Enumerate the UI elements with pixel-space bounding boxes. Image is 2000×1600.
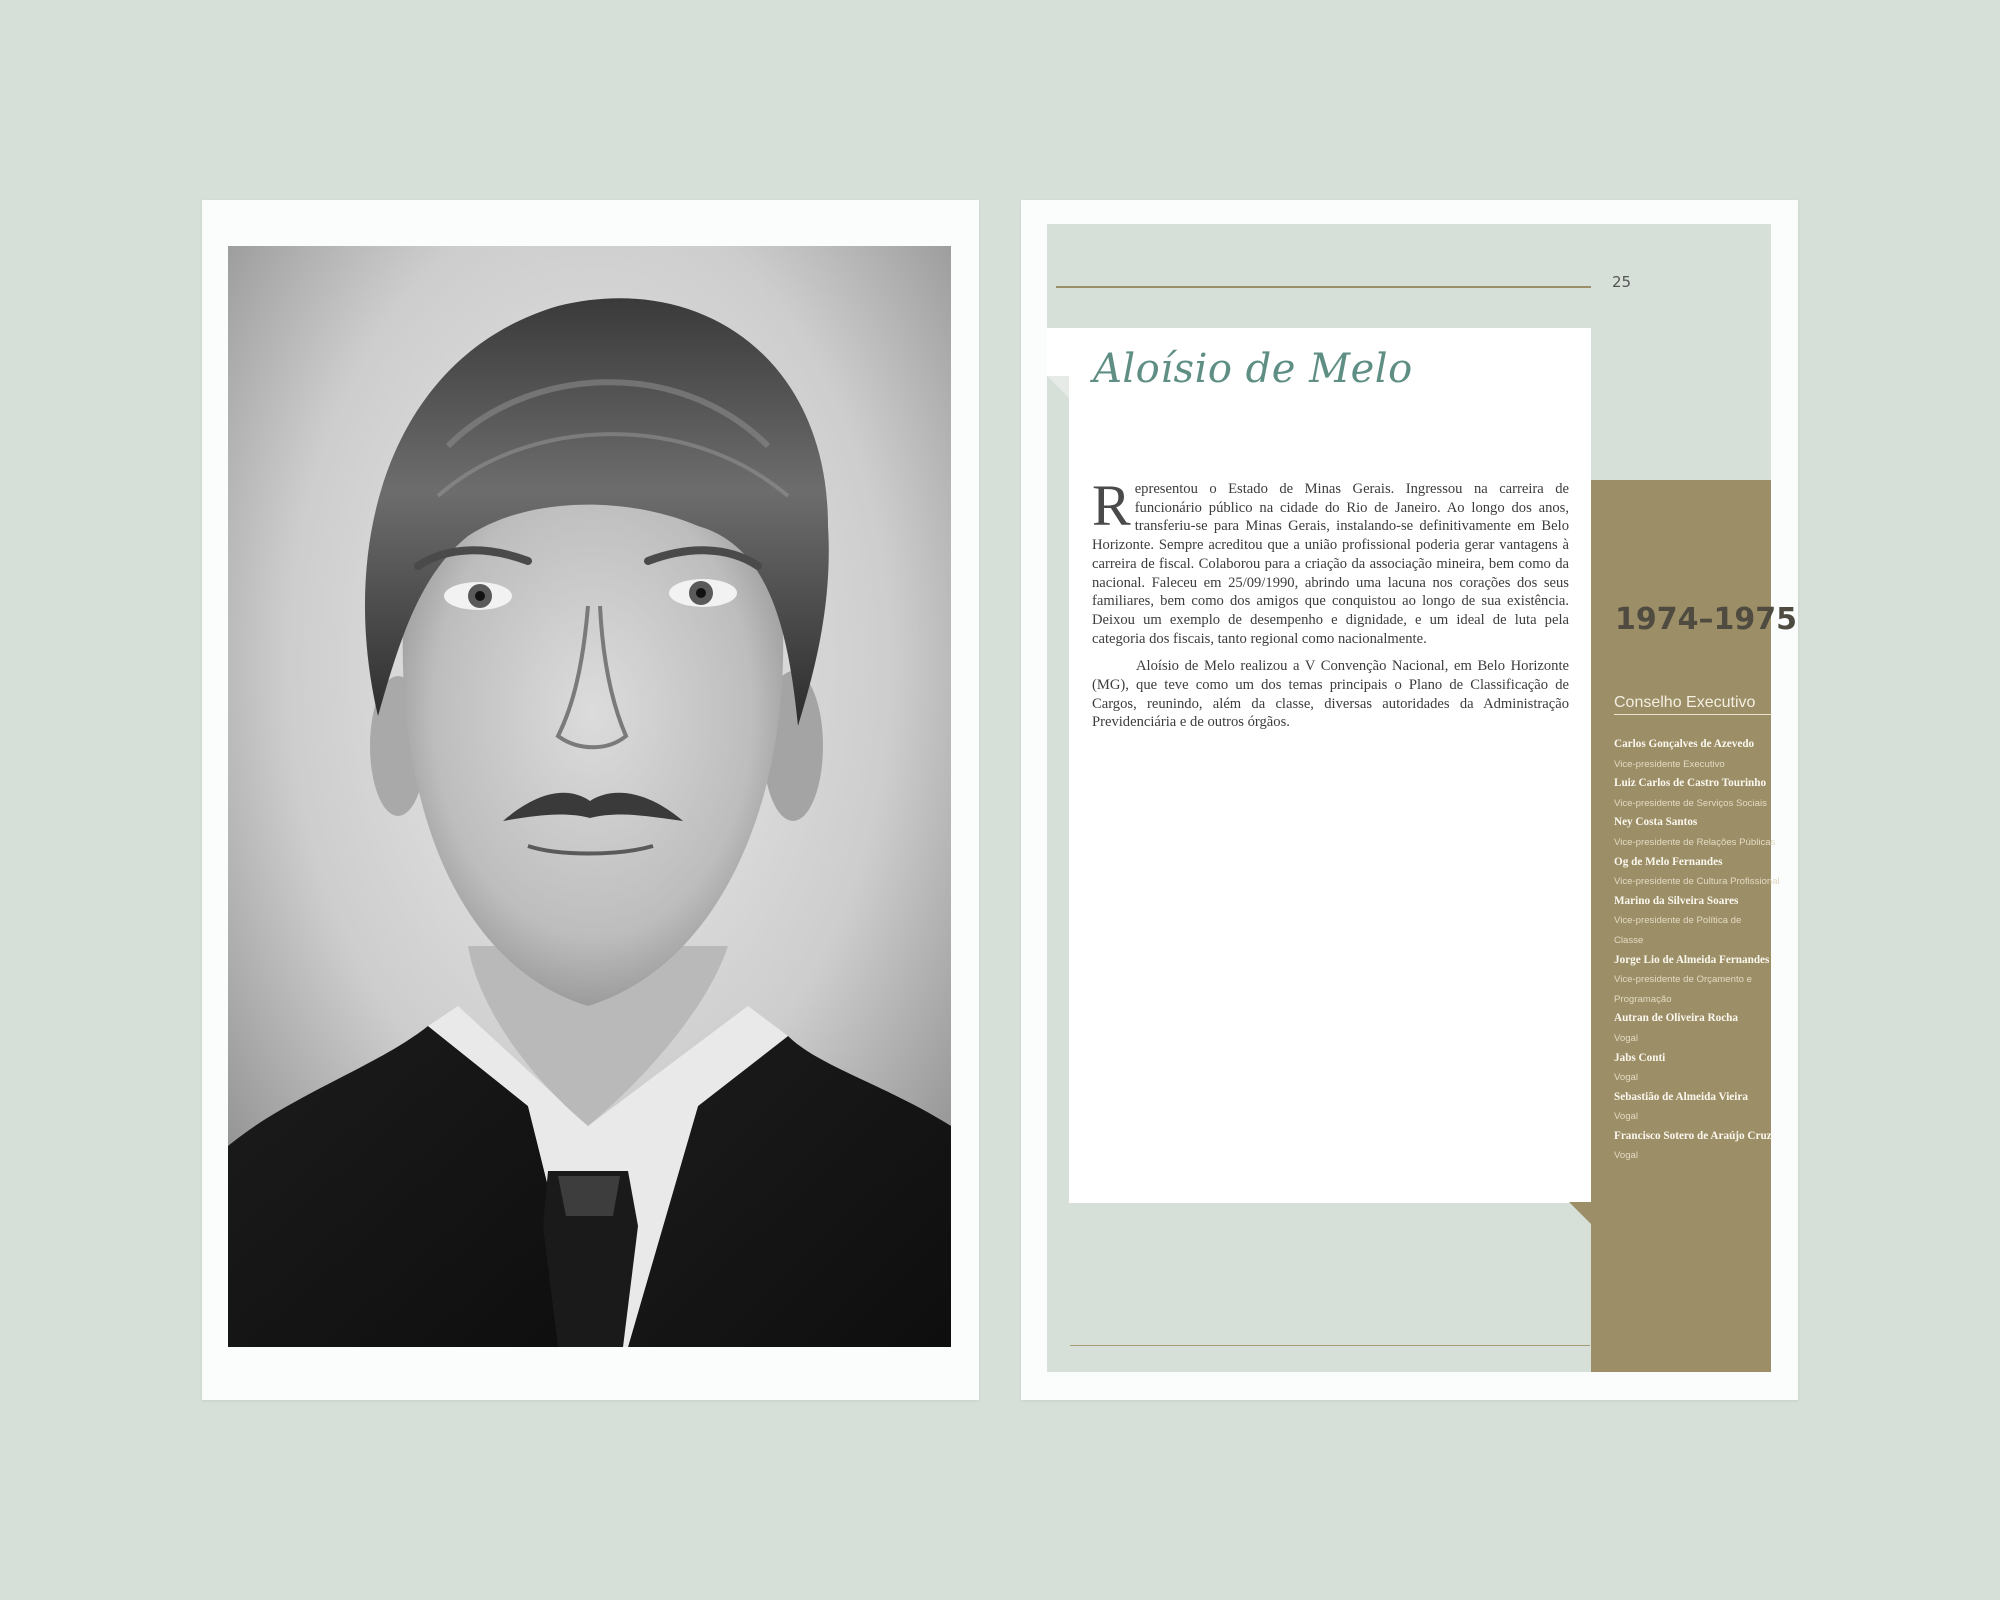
board-member <box>1614 774 1784 813</box>
bio-paragraph-1-text: epresentou o Estado de Minas Gerais. Ingressou na carreira de funcionário público na cidade do Rio de Janeiro. Ao longo dos anos, transferiu-se para Minas Gerais, instalando-se definitivamente em Belo Horizonte. Sempre acreditou que a união profissional poderia gerar vantagens à carreira de fiscal. Colaborou para a criação da associação mineira, bem como da nacional. Faleceu em 25/09/1990, abrindo uma lacuna nos corações dos seus familiares, bem como dos amigos que conquistou ao longo de sua existência. Deixou um exemplo de desempenho e dignidade, e um ideal de luta pela categoria dos fiscais, tanto regional como nacionalmente. <box>1092 481 1569 647</box>
member-name: Luiz Carlos de Castro Tourinho <box>1614 777 1767 790</box>
board-sidebar <box>1591 480 1797 1372</box>
board-member <box>1614 892 1784 951</box>
right-page <box>1021 200 1798 1400</box>
bio-paragraph-1 <box>1092 473 1569 648</box>
page-number: 25 <box>1612 273 1632 291</box>
right-page-panel <box>1047 224 1797 1372</box>
person-name: Aloísio de Melo <box>1093 346 1413 392</box>
member-name: Jabs Conti <box>1614 1051 1666 1064</box>
member-name: Jorge Lio de Almeida Fernandes <box>1614 953 1770 966</box>
board-member <box>1614 735 1784 774</box>
member-name: Ney Costa Santos <box>1614 816 1698 829</box>
board-member <box>1614 1127 1784 1166</box>
member-role: Vice-presidente de Relações Públicas <box>1614 836 1776 848</box>
member-role: Vogal <box>1614 1072 1639 1084</box>
term-years: 1974–1975 <box>1615 602 1797 637</box>
drop-cap: R <box>1092 473 1131 538</box>
left-page <box>202 200 979 1400</box>
member-name: Carlos Gonçalves de Azevedo <box>1614 738 1755 750</box>
member-role: Vice-presidente Executivo <box>1614 758 1725 770</box>
board-title: Conselho Executivo <box>1614 694 1771 715</box>
card-top-strip <box>1047 328 1077 376</box>
member-name: Francisco Sotero de Araújo Cruz <box>1614 1129 1772 1142</box>
board-member-list <box>1614 735 1784 1166</box>
member-role: Vice-presidente de Orçamento e Programação <box>1614 974 1752 1005</box>
bio-paragraph-2: Aloísio de Melo realizou a V Convenção Nacional, em Belo Horizonte (MG), que teve como um dos temas principais o Plano de Classificação de Cargos, reunindo, além da classe, diversas autoridades da Administração Previdenciária e de outros órgãos. <box>1092 658 1569 731</box>
board-member <box>1614 1009 1784 1048</box>
member-role: Vice-presidente de Política de Classe <box>1614 915 1742 946</box>
member-role: Vice-presidente de Serviços Sociais <box>1614 797 1767 809</box>
member-name: Sebastião de Almeida Vieira <box>1614 1090 1748 1103</box>
member-role: Vice-presidente de Cultura Profissional <box>1614 876 1780 888</box>
member-name: Og de Melo Fernandes <box>1614 855 1723 868</box>
board-member <box>1614 1049 1784 1088</box>
board-member <box>1614 813 1784 852</box>
card-background <box>1069 328 1591 1203</box>
member-role: Vogal <box>1614 1032 1639 1044</box>
card-fold-corner <box>1047 376 1069 398</box>
board-member <box>1614 1088 1784 1127</box>
member-name: Autran de Oliveira Rocha <box>1614 1012 1738 1025</box>
board-member <box>1614 951 1784 1010</box>
biography-card <box>1047 328 1591 1203</box>
member-role: Vogal <box>1614 1150 1639 1162</box>
board-member <box>1614 853 1784 892</box>
biography-text <box>1092 473 1569 741</box>
member-role: Vogal <box>1614 1111 1639 1123</box>
sidebar-notch <box>1569 1202 1591 1224</box>
member-name: Marino da Silveira Soares <box>1614 894 1739 907</box>
portrait-image <box>228 246 951 1347</box>
top-divider <box>1056 286 1591 288</box>
bottom-divider <box>1070 1345 1590 1346</box>
